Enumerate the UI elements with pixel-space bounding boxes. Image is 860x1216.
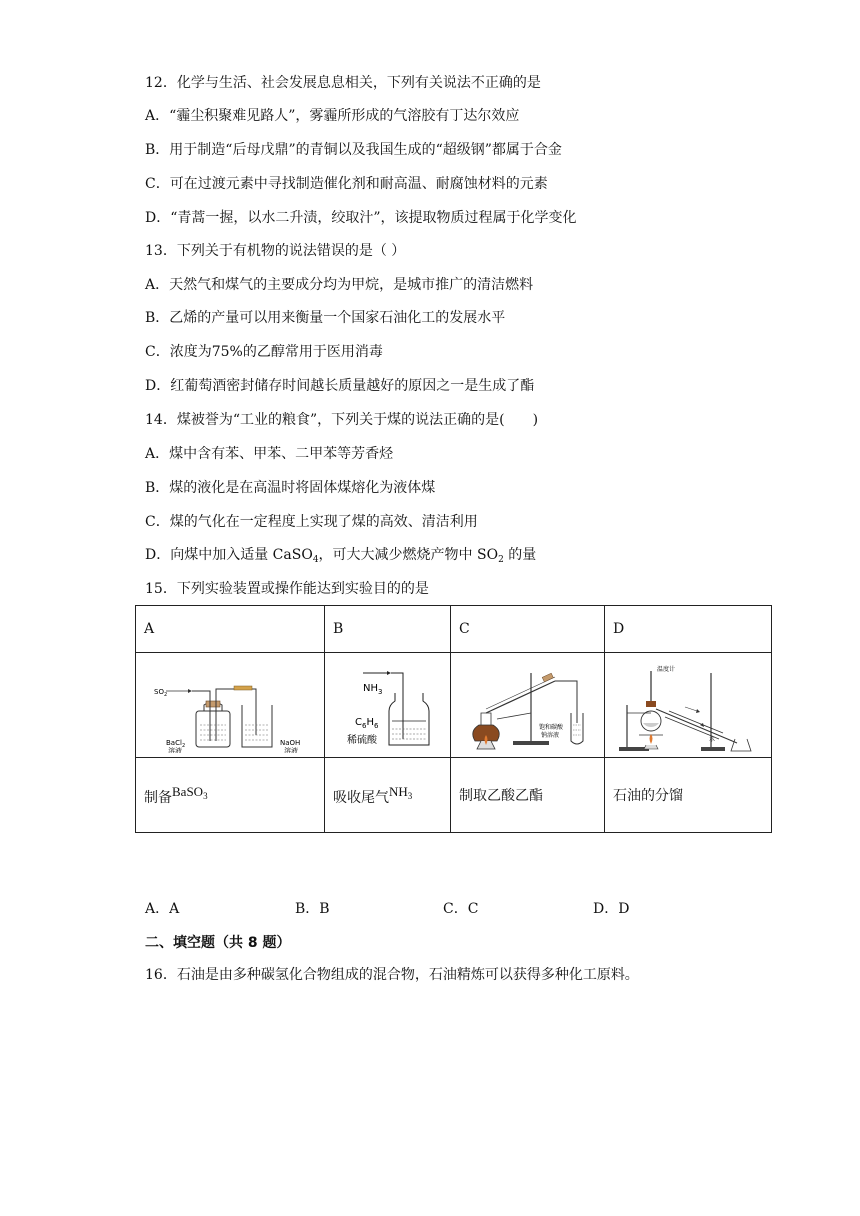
q12-option-a: A．“霾尘积聚难见路人”，雾霾所形成的气溶胶有丁达尔效应 bbox=[145, 108, 520, 124]
figA-left-label2: 溶液 bbox=[168, 747, 182, 753]
figA-left-label: BaCl$_2$ bbox=[166, 739, 186, 749]
figC-label1: 饱和碳酸 bbox=[539, 724, 564, 731]
q13-option-b: B．乙烯的产量可以用来衡量一个国家石油化工的发展水平 bbox=[145, 310, 506, 326]
q13-stem: 13．下列关于有机物的说法错误的是（ ） bbox=[145, 243, 406, 259]
q15-answer-b: B．B bbox=[295, 901, 330, 917]
col-header-d: D bbox=[605, 606, 772, 653]
q16-stem: 16．石油是由多种碳氢化合物组成的混合物，石油精炼可以获得多种化工原料。 bbox=[145, 967, 639, 983]
figD-thermometer-label: 温度计 bbox=[657, 666, 676, 673]
apparatus-d bbox=[605, 653, 772, 758]
q15-answer-c: C．C bbox=[443, 901, 479, 917]
q13-option-a: A．天然气和煤气的主要成分均为甲烷，是城市推广的清洁燃料 bbox=[145, 277, 534, 293]
q15-answer-d: D．D bbox=[593, 901, 630, 917]
caption-d: 石油的分馏 bbox=[605, 758, 772, 833]
q14-option-c: C．煤的气化在一定程度上实现了煤的高效、清洁利用 bbox=[145, 514, 478, 530]
caption-c: 制取乙酸乙酯 bbox=[451, 758, 605, 833]
q12-option-c: C．可在过渡元素中寻找制造催化剂和耐高温、耐腐蚀材料的元素 bbox=[145, 176, 548, 192]
figB-layer2-label: 稀硫酸 bbox=[347, 735, 377, 746]
q12-option-b: B．用于制造“后母戊鼎”的青铜以及我国生成的“超级钢”都属于合金 bbox=[145, 142, 562, 158]
q14-option-b: B．煤的液化是在高温时将固体煤熔化为液体煤 bbox=[145, 480, 436, 496]
figC-label2: 钠溶液 bbox=[541, 732, 560, 739]
experiment-table bbox=[135, 605, 772, 833]
figA-right-label: NaOH bbox=[280, 739, 301, 747]
q14-option-a: A．煤中含有苯、甲苯、二甲苯等芳香烃 bbox=[145, 446, 394, 462]
q12-stem: 12．化学与生活、社会发展息息相关，下列有关说法不正确的是 bbox=[145, 75, 541, 91]
apparatus-c bbox=[451, 653, 605, 758]
q14-option-d: D．向煤中加入适量 CaSO$_4$，可大大减少燃烧产物中 $SO_2$ 的量 bbox=[145, 547, 537, 565]
caption-a: 制备BaSO$_3$ bbox=[136, 758, 325, 833]
q15-answer-a: A．A bbox=[145, 901, 180, 917]
q14-stem: 14．煤被誉为“工业的粮食”，下列关于煤的说法正确的是( ) bbox=[145, 412, 539, 428]
apparatus-b bbox=[325, 653, 451, 758]
figB-gas-label: $NH_3$ bbox=[363, 683, 383, 696]
q15-stem: 15．下列实验装置或操作能达到实验目的的是 bbox=[145, 581, 429, 597]
caption-b: 吸收尾气$NH_3$ bbox=[325, 758, 451, 833]
section-heading: 二、填空题（共 8 题） bbox=[145, 935, 291, 951]
q13-option-c: C．浓度为75%的乙醇常用于医用消毒 bbox=[145, 344, 383, 360]
col-header-b: B bbox=[325, 606, 451, 653]
q12-option-d: D．“青蒿一握，以水二升渍，绞取汁”，该提取物质过程属于化学变化 bbox=[145, 210, 577, 226]
q15-answer-options bbox=[145, 898, 745, 920]
figD-water-label: 水 bbox=[709, 736, 716, 743]
figA-gas-label: $SO_2$ bbox=[154, 688, 168, 698]
figB-layer1-label: $C_6H_6$ bbox=[355, 717, 379, 730]
apparatus-a bbox=[136, 653, 325, 758]
col-header-a: A bbox=[136, 606, 325, 653]
q13-option-d: D．红葡萄酒密封储存时间越长质量越好的原因之一是生成了酯 bbox=[145, 378, 535, 394]
figA-right-label2: 溶液 bbox=[284, 747, 298, 753]
col-header-c: C bbox=[451, 606, 605, 653]
